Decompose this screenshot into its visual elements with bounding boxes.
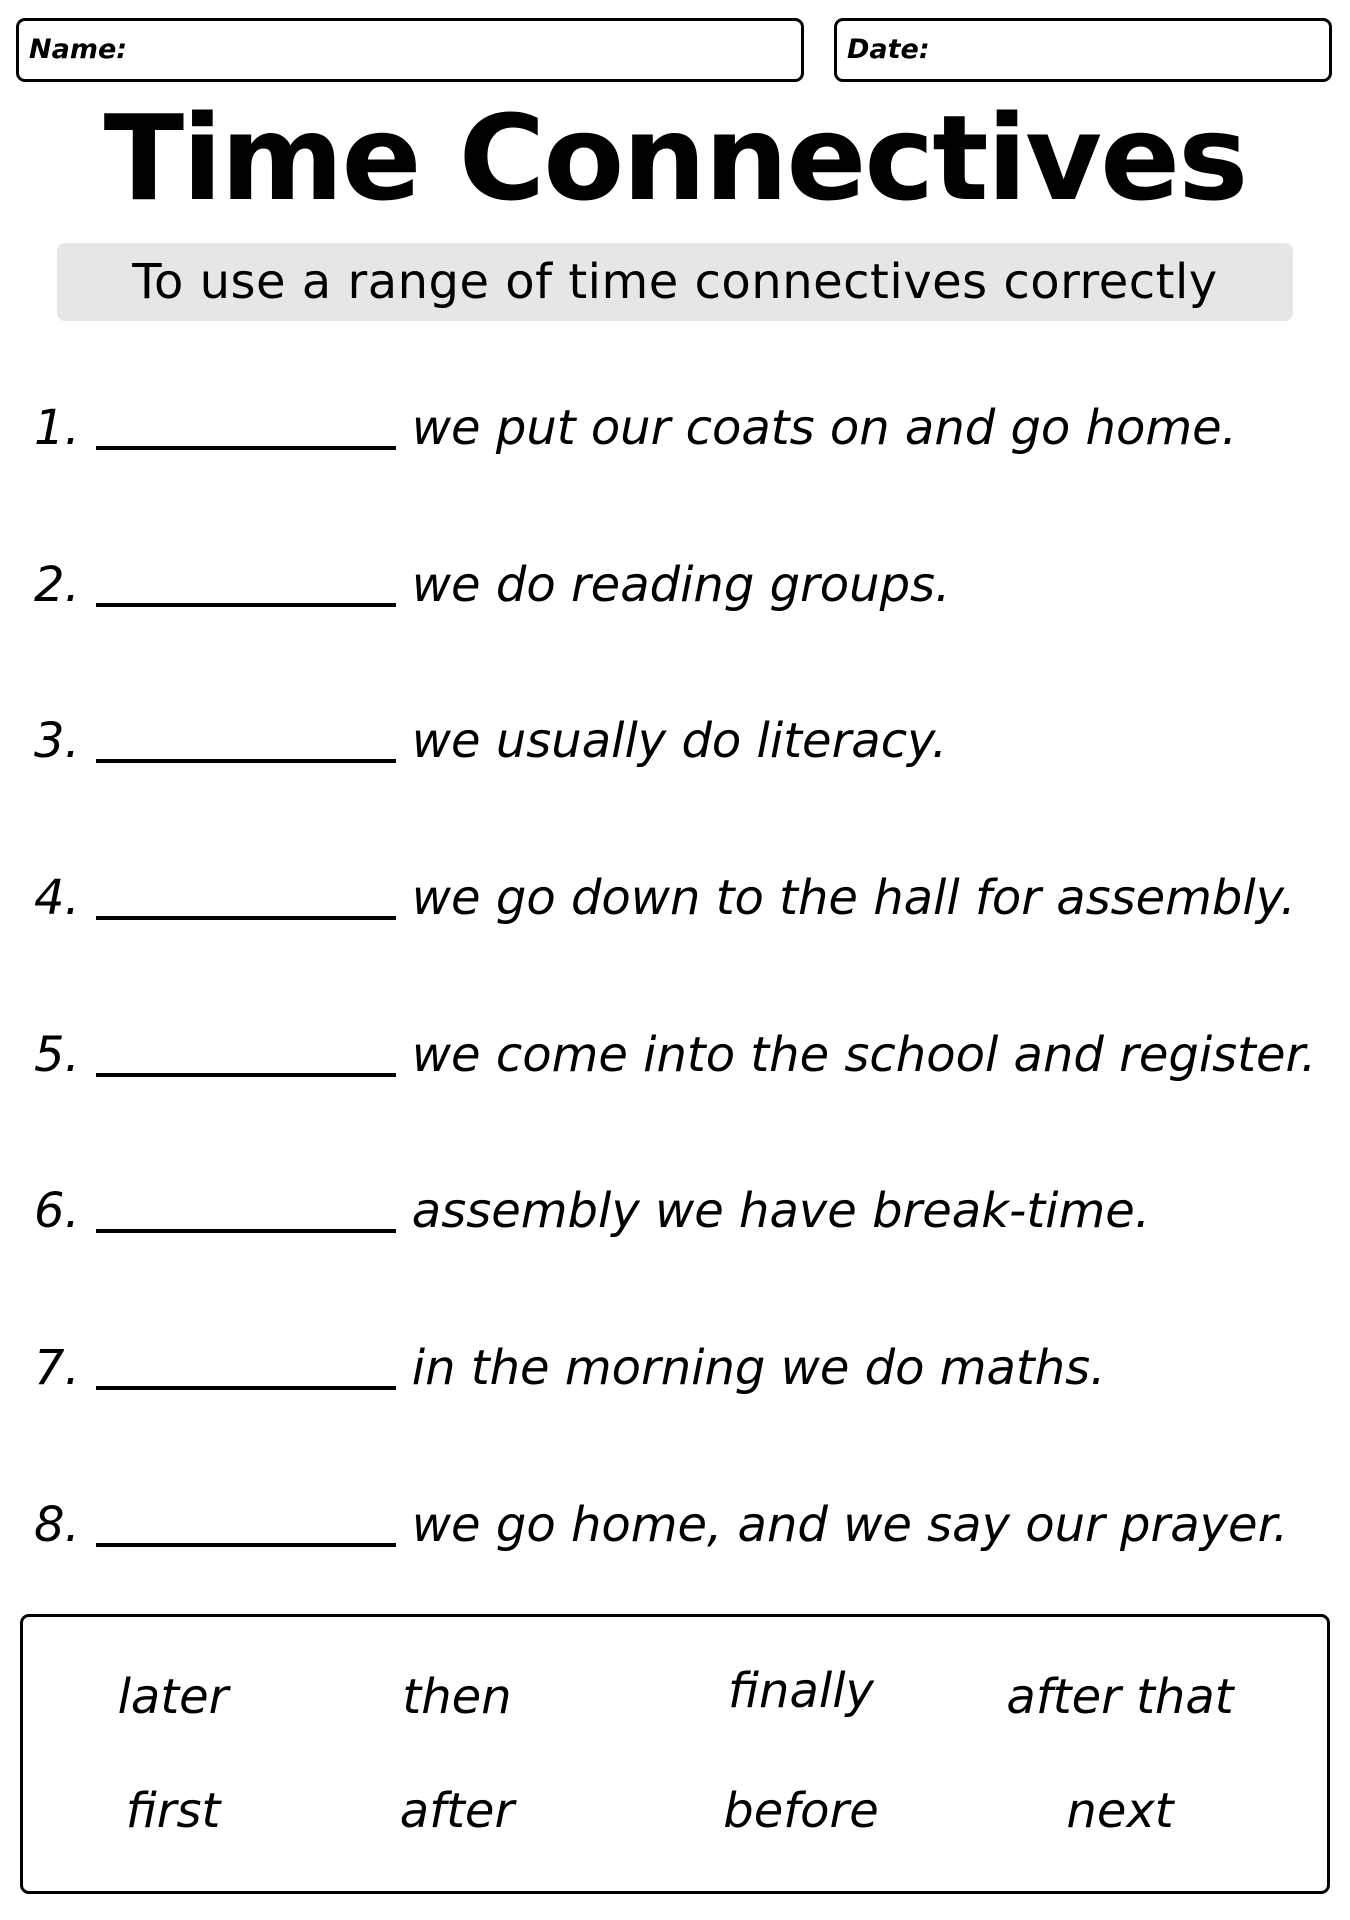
- word-bank-item: next: [1066, 1783, 1174, 1839]
- date-field[interactable]: [834, 18, 1332, 82]
- word-bank-item: finally: [728, 1663, 874, 1719]
- question-number: 3.: [34, 713, 80, 769]
- question-text: assembly we have break-time.: [411, 1183, 1151, 1239]
- word-bank-item: after that: [1006, 1669, 1234, 1725]
- word-bank-item: then: [402, 1669, 512, 1725]
- question-item: [34, 848, 1296, 928]
- word-bank-item: later: [117, 1669, 229, 1725]
- answer-blank[interactable]: [96, 916, 396, 920]
- question-text: we put our coats on and go home.: [411, 400, 1237, 456]
- question-number: 7.: [34, 1340, 80, 1396]
- question-text: in the morning we do maths.: [411, 1340, 1106, 1396]
- date-label: Date:: [847, 34, 930, 65]
- question-item: [34, 691, 947, 771]
- word-bank-item: after: [399, 1783, 515, 1839]
- page-title: Time Connectives: [103, 89, 1247, 227]
- question-number: 6.: [34, 1183, 80, 1239]
- question-number: 8.: [34, 1497, 80, 1553]
- question-text: we go home, and we say our prayer.: [411, 1497, 1289, 1553]
- name-label: Name:: [29, 34, 128, 65]
- question-number: 4.: [34, 870, 80, 926]
- question-item: [34, 1318, 1105, 1398]
- question-text: we go down to the hall for assembly.: [411, 870, 1296, 926]
- word-bank-item: first: [125, 1783, 221, 1839]
- question-item: [34, 1161, 1150, 1241]
- word-bank-item: before: [723, 1783, 879, 1839]
- answer-blank[interactable]: [96, 1073, 396, 1077]
- answer-blank[interactable]: [96, 1386, 396, 1390]
- answer-blank[interactable]: [96, 759, 396, 763]
- question-item: [34, 1475, 1288, 1555]
- answer-blank[interactable]: [96, 446, 396, 450]
- question-text: we usually do literacy.: [411, 713, 948, 769]
- question-number: 1.: [34, 400, 80, 456]
- name-field[interactable]: [16, 18, 804, 82]
- answer-blank[interactable]: [96, 1229, 396, 1233]
- question-text: we do reading groups.: [411, 557, 951, 613]
- objective-banner: To use a range of time connectives correctly: [57, 243, 1293, 321]
- answer-blank[interactable]: [96, 1543, 396, 1547]
- question-number: 2.: [34, 557, 80, 613]
- question-item: [34, 535, 950, 615]
- question-number: 5.: [34, 1027, 80, 1083]
- question-item: [34, 1005, 1316, 1085]
- answer-blank[interactable]: [96, 603, 396, 607]
- word-bank: [20, 1614, 1330, 1894]
- question-text: we come into the school and register.: [411, 1027, 1317, 1083]
- question-item: [34, 378, 1237, 458]
